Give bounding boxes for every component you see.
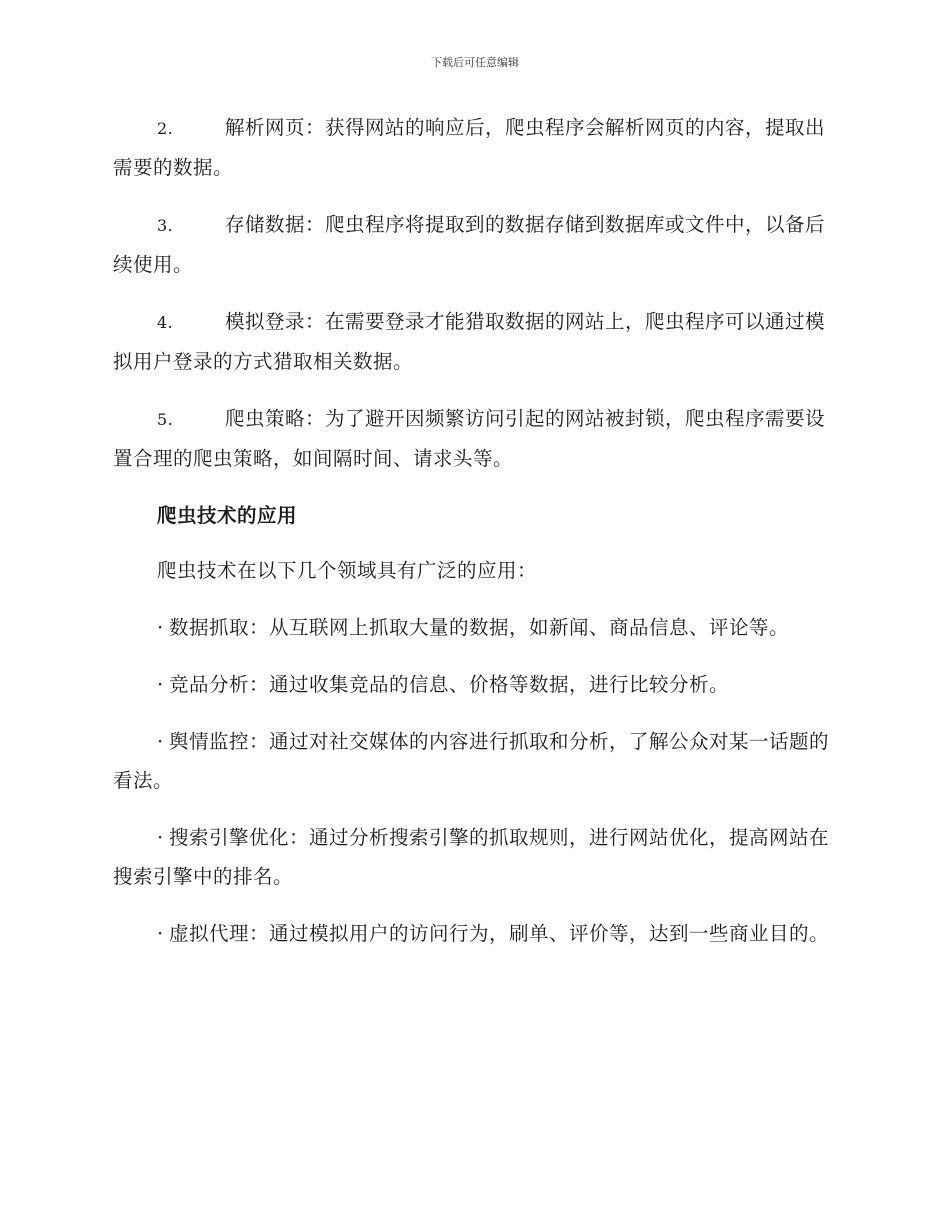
bullet-text: 数据抓取：从互联网上抓取大量的数据，如新闻、商品信息、评论等。 [169, 616, 790, 639]
page-header: 下载后可任意编辑 [431, 56, 519, 69]
section-heading: 爬虫技术的应用 [157, 504, 298, 527]
numbered-item [113, 108, 835, 187]
bullet-marker: · [157, 922, 164, 945]
bullet-item [113, 722, 835, 800]
bullet-item [113, 914, 835, 953]
item-text: 解析网页：获得网站的响应后，爬虫程序会解析网页的内容，提取出需要的数据。 [113, 116, 826, 179]
bullet-item [113, 665, 835, 704]
numbered-item [113, 399, 835, 478]
numbered-item [113, 205, 835, 284]
bullet-text: 舆情监控：通过对社交媒体的内容进行抓取和分析，了解公众对某一话题的看法。 [113, 730, 830, 792]
bullet-marker: · [157, 826, 164, 849]
bullet-item [113, 818, 835, 896]
item-number: 3. [157, 216, 174, 235]
bullet-marker: · [157, 730, 164, 753]
item-text: 存储数据：爬虫程序将提取到的数据存储到数据库或文件中，以备后续使用。 [113, 213, 826, 276]
bullet-text: 搜索引擎优化：通过分析搜索引擎的抓取规则，进行网站优化，提高网站在搜索引擎中的排名。 [113, 826, 830, 888]
document-body [113, 108, 835, 971]
bullet-text: 虚拟代理：通过模拟用户的访问行为，刷单、评价等，达到一些商业目的。 [169, 922, 830, 945]
numbered-item [113, 302, 835, 381]
bullet-marker: · [157, 616, 164, 639]
item-number: 2. [157, 119, 174, 138]
bullet-text: 竞品分析：通过收集竞品的信息、价格等数据，进行比较分析。 [169, 673, 730, 696]
section-intro: 爬虫技术在以下几个领域具有广泛的应用： [157, 559, 538, 582]
item-number: 4. [157, 313, 174, 332]
bullet-item [113, 608, 835, 647]
bullet-marker: · [157, 673, 164, 696]
item-text: 爬虫策略：为了避开因频繁访问引起的网站被封锁，爬虫程序需要设置合理的爬虫策略，如间隔时间、请求头等。 [113, 407, 826, 470]
item-text: 模拟登录：在需要登录才能猎取数据的网站上，爬虫程序可以通过模拟用户登录的方式猎取相关数据。 [113, 310, 826, 373]
item-number: 5. [157, 410, 174, 429]
